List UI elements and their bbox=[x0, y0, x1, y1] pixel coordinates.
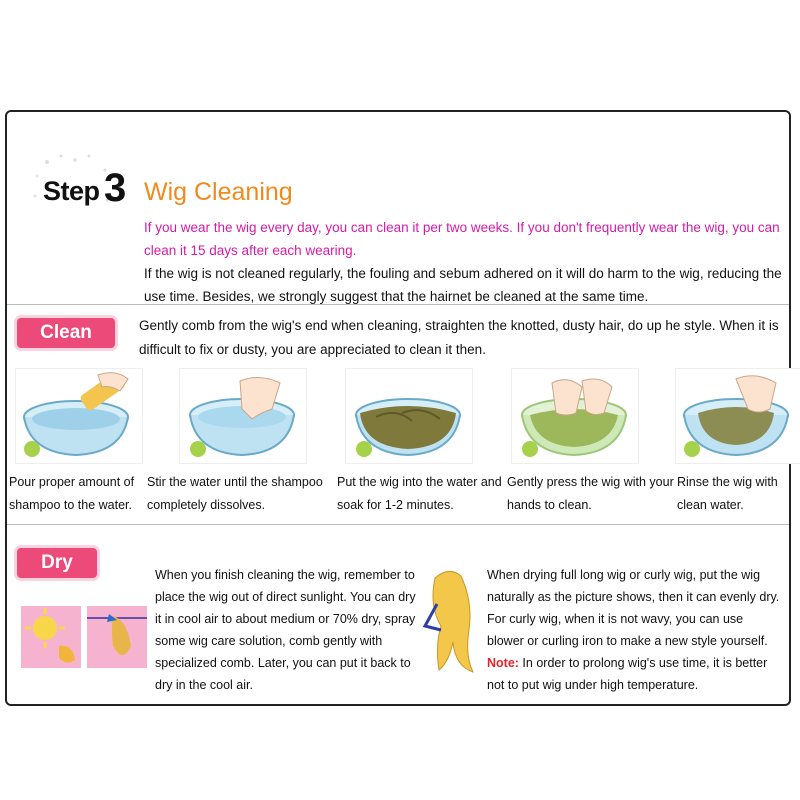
wig-on-stand-icon bbox=[415, 566, 479, 676]
clean-description: Gently comb from the wig's end when cleaning, straighten the knotted, dusty hair, do up he style. When it is difficult to fix or dusty, you are appreciated to clean it then. bbox=[139, 318, 779, 357]
step-3-text: Put the wig into the water and soak for 1-2 minutes. bbox=[337, 475, 502, 512]
step-2-text: Stir the water until the shampoo completely dissolves. bbox=[147, 475, 323, 512]
frequency-note: If you wear the wig every day, you can clean it per two weeks. If you don't frequently wear the wig, you can clean it 15 days after each wearing. bbox=[144, 220, 780, 258]
step-label: Step bbox=[43, 176, 100, 206]
press-wig-icon bbox=[511, 368, 639, 464]
sun-drying-icon bbox=[21, 606, 81, 668]
step-1-text: Pour proper amount of shampoo to the water. bbox=[9, 475, 135, 512]
rinse-wig-icon bbox=[675, 368, 800, 464]
instruction-card bbox=[5, 110, 791, 706]
clean-tag: Clean bbox=[17, 318, 115, 348]
dry-right-paragraph: When drying full long wig or curly wig, put the wig naturally as the picture shows, then it can evenly dry. For curly wig, when it is not wavy, you can use blower or curling iron to make a new style yourself. bbox=[487, 568, 780, 648]
stir-water-icon bbox=[179, 368, 307, 464]
soak-wig-icon bbox=[345, 368, 473, 464]
hanging-wig-icon bbox=[87, 606, 147, 668]
dry-right-text bbox=[487, 564, 783, 696]
dry-note bbox=[487, 652, 783, 696]
intro-paragraph: If the wig is not cleaned regularly, the fouling and sebum adhered on it will do harm to the wig, reducing the use time. Besides, we strongly suggest that the hairnet be cleaned at the same time. bbox=[144, 266, 782, 304]
note-text: In order to prolong wig's use time, it is better not to put wig under high temperature. bbox=[487, 656, 768, 692]
divider bbox=[7, 524, 789, 525]
note-label: Note: bbox=[487, 656, 519, 670]
dry-left-text: When you finish cleaning the wig, remember to place the wig out of direct sunlight. You can dry it in cool air to about medium or 70% dry, spray some wig care solution, comb gently with specialized comb. Later, you can put it back to dry in the cool air. bbox=[155, 568, 416, 692]
step-5-text: Rinse the wig with clean water. bbox=[677, 475, 778, 512]
step-4-text: Gently press the wig with your hands to clean. bbox=[507, 475, 674, 512]
pour-shampoo-icon bbox=[15, 368, 143, 464]
divider bbox=[7, 304, 789, 305]
dry-tag: Dry bbox=[17, 548, 97, 578]
step-number: 3 bbox=[104, 166, 127, 210]
page-title: Wig Cleaning bbox=[144, 178, 293, 206]
